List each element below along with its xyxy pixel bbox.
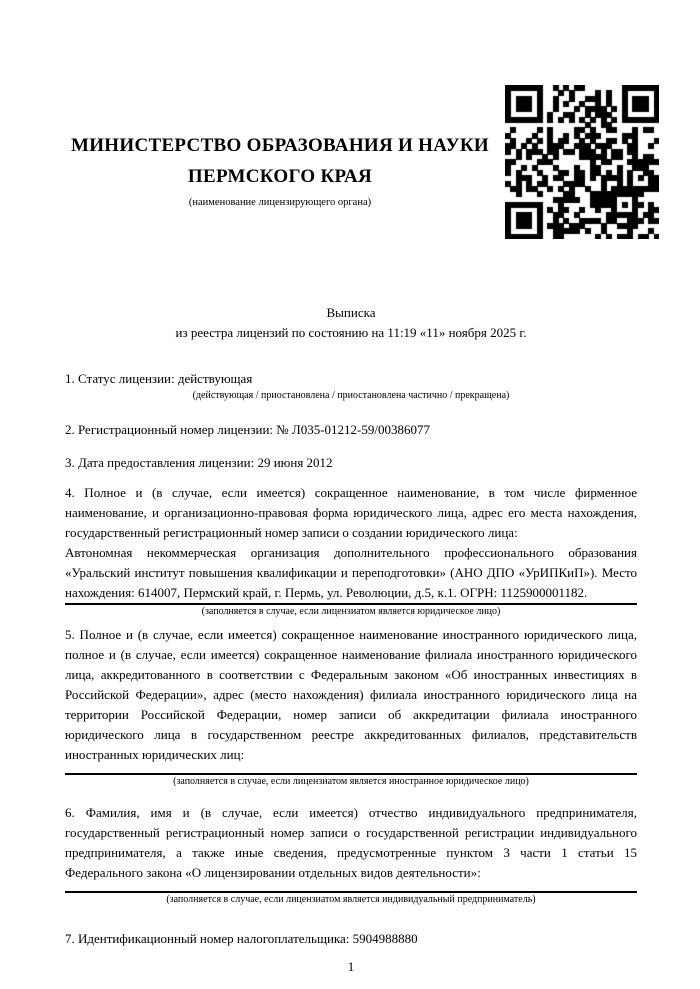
item-7-taxpayer-id: 7. Идентификационный номер налогоплательщика: 5904988880 — [65, 931, 418, 946]
item-1-license-status: 1. Статус лицензии: действующая — [65, 371, 253, 386]
item-5-blank-answer-line — [65, 765, 637, 773]
item-3-grant-date: 3. Дата предоставления лицензии: 29 июня 2012 — [65, 455, 333, 470]
document-title-line2: из реестра лицензий по состоянию на 11:19 «11» ноября 2025 г. — [175, 325, 527, 340]
page-number: 1 — [347, 959, 355, 974]
item-1-caption: (действующая / приостановлена / приостановлена частично / прекращена) — [192, 390, 510, 401]
document-title — [65, 303, 637, 343]
item-6-caption: (заполняется в случае, если лицензиатом является индивидуальный предприниматель) — [166, 894, 536, 905]
item-4-caption: (заполняется в случае, если лицензиатом является юридическое лицо) — [201, 606, 501, 617]
ministry-name-line1: МИНИСТЕРСТВО ОБРАЗОВАНИЯ И НАУКИ — [70, 135, 490, 156]
item-4-value: Автономная некоммерческая организация дополнительного профессионального образования «Уральский институт повышения квалификации и переподготовки» (АНО ДПО «УрИПКиП»). Место нахождения: 614007, Пермский край, г. Пермь, ул. Революции, д.5, к.1. ОГРН: 1125900001182. — [65, 545, 637, 600]
item-5-foreign-entity — [65, 625, 637, 789]
item-4-label: 4. Полное и (в случае, если имеется) сокращенное наименование, в том числе фирменное наименование, и организационно-правовая форма юридического лица, адрес его места нахождения, государственный регистрационный номер записи о создании юридического лица: — [65, 485, 637, 540]
item-6-blank-answer-line — [65, 883, 637, 891]
item-6-label: 6. Фамилия, имя и (в случае, если имеется) отчество индивидуального предпринимателя, государственный регистрационный номер записи о государственной регистрации индивидуального предпринимателя, а также иные сведения, предусмотренные пунктом 3 части 1 статьи 15 Федерального закона «О лицензировании отдельных видов деятельности»: — [65, 805, 637, 880]
item-2-registration-number: 2. Регистрационный номер лицензии: № Л035-01212-59/00386077 — [65, 422, 431, 437]
ministry-caption: (наименование лицензирующего органа) — [188, 197, 372, 208]
ministry-name-line2: ПЕРМСКОГО КРАЯ — [187, 166, 373, 187]
item-5-label: 5. Полное и (в случае, если имеется) сокращенное наименование иностранного юридического лица, полное и (в случае, если имеется) сокращенное наименование филиала иностранного юридического лица, аккредитованного в соответствии с Федеральным законом «Об иностранных инвестициях в Российской Федерации», адрес (место нахождения) филиала иностранного юридического лица на территории Российской Федерации, номер записи об аккредитации филиала иностранного юридического лица в государственном реестре аккредитованных филиалов, представительств иностранных юридических лиц: — [65, 627, 637, 762]
item-5-caption: (заполняется в случае, если лицензиатом является иностранное юридическое лицо) — [173, 776, 529, 787]
document-title-line1: Выписка — [326, 305, 376, 320]
document-body — [65, 0, 637, 974]
item-4-legal-entity — [65, 483, 637, 619]
item-6-individual-entrepreneur — [65, 803, 637, 907]
